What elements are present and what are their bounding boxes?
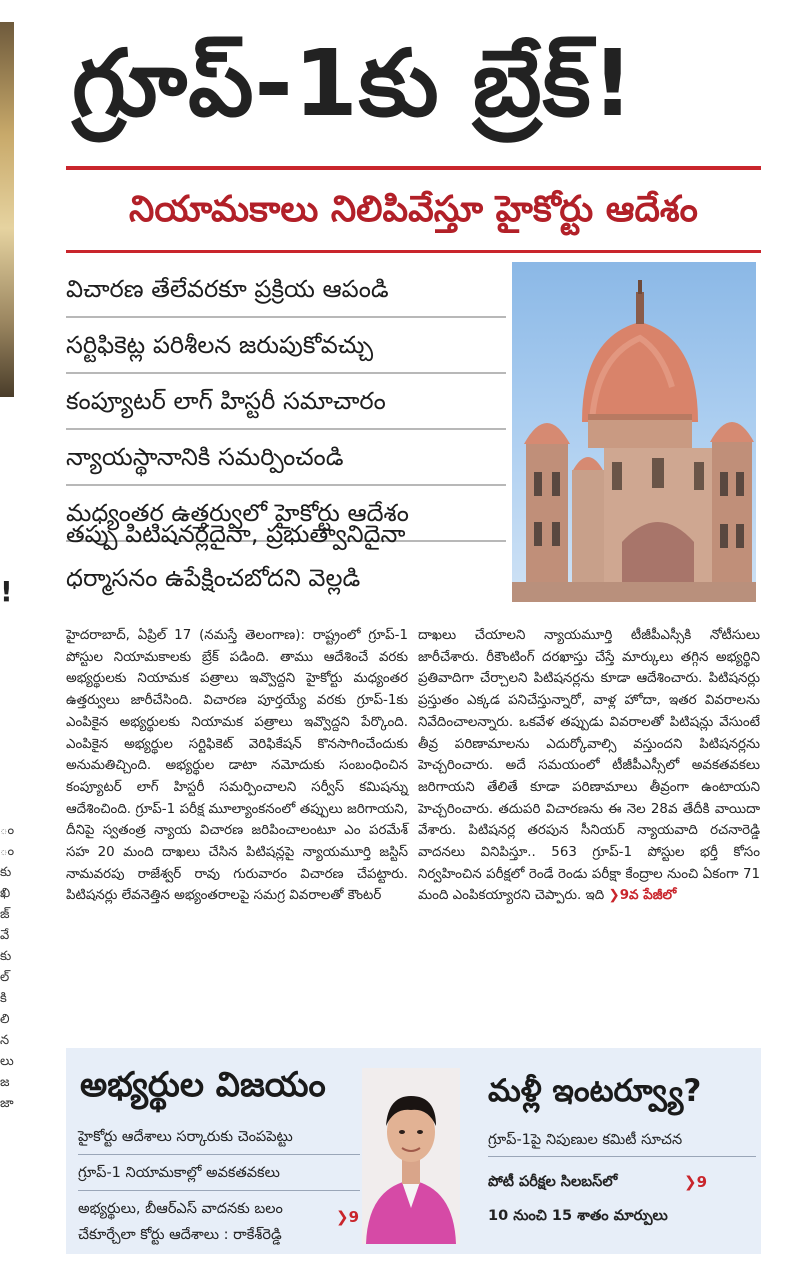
- adjacent-text-fragment: వే: [0, 928, 10, 943]
- adjacent-text-fragment: లి: [0, 1012, 10, 1027]
- subheadline-rule-bottom: [66, 250, 761, 253]
- adjacent-text-fragments: [0, 820, 14, 1114]
- related-story-line: చేకూర్చేలా కోర్టు ఆదేశాలు : రాకేశ్‌రెడ్డి: [78, 1227, 282, 1243]
- article-column-1: హైదరాబాద్, ఏప్రిల్ 17 (నమస్తే తెలంగాణ): రాష్ట్రంలో గ్రూప్-1 పోస్టుల నియామకాలకు బ్రేక్ పడింది. తాము ఆదేశించే వరకు అభ్యర్థులకు నియామక పత్రాలు ఇవ్వొద్దని హైకోర్టు మధ్యంతర ఉత్తర్వులు జారీచేసింది. విచారణ పూర్తయ్యే వరకు గ్రూప్-1కు ఎంపికైన అభ్యర్థులకు నియామక పత్రాలు ఇవ్వొద్దని పేర్కొంది. ఎంపికైన అభ్యర్థుల సర్టిఫికెట్ వెరిఫికేషన్ కొనసాగించేందుకు అనుమతిచ్చింది. అభ్యర్థుల డాటా నమోదుకు సంబంధించిన కంప్యూటర్ లాగ్ హిస్టరీ సమర్పించాలని సర్వీస్ కమిషన్ను ఆదేశించింది. గ్రూప్-1 పరీక్ష మూల్యాంకనంలో తప్పులు జరిగాయని, దీనిపై స్వతంత్ర న్యాయ విచారణ జరిపించాలంటూ ఎం పరమేశ్ సహ 20 మంది దాఖలు చేసిన పిటిషన్లపై న్యాయమూర్తి జస్టిస్ నామవరపు రాజేశ్వర్ రావు గురువారం విచారణ చేపట్టారు. పిటిషనర్లు లేవనెత్తిన అభ్యంతరాలపై సమగ్ర వివరాలతో కౌంటర్: [66, 628, 408, 904]
- person-portrait: [362, 1068, 460, 1244]
- high-court-building-photo: [512, 262, 756, 602]
- subheadline-rule-top: [66, 166, 761, 170]
- adjacent-text-fragment: కి: [0, 991, 7, 1006]
- related-story-line: గ్రూప్-1 నియామకాల్లో అవకతవకలు: [78, 1156, 360, 1191]
- highlight-bullets-secondary: [66, 512, 506, 600]
- adjacent-article-strip: [0, 0, 16, 1273]
- adjacent-text-fragment: జ: [0, 1075, 10, 1090]
- article-column-2-text: దాఖలు చేయాలని న్యాయమూర్తి టీజీపీఎస్సీకి నోటీసులు జారీచేశారు. రీకౌంటింగ్ దరఖాస్తు చేస్తే మార్కులు తగ్గిన అభ్యర్థిని ప్రతివాదిగా చేర్చాలని పిటిషనర్లను కూడా ఆదేశించారు. పిటిషనర్లు ప్రస్తుతం ఎక్కడ పనిచేస్తున్నారో, వాళ్ల హోదా, ఇతర వివరాలను నివేదించాలన్నారు. ఒకవేళ తప్పుడు వివరాలతో పిటిషన్లు వేసుంటే తీవ్ర పరిణామాలను ఎదుర్కోవాల్సి వస్తుందని పిటిషనర్లను హెచ్చరించారు. అదే సమయంలో టీజీపీఎస్సీలో అవకతవకలు జరిగాయని తేలితే కూడా పరిణామాలు తీవ్రంగా ఉంటాయని హెచ్చరించారు. తదుపరి విచారణను ఈ నెల 28వ తేదీకి వాయిదా వేశారు. పిటిషనర్ల తరపున సీనియర్ న్యాయవాది రచనారెడ్డి వాదనలు వినిపిస్తూ.. 563 గ్రూప్-1 పోస్టుల భర్తీ కోసం నిర్వహించిన పరీక్షలో రెండే రెండు పరీక్షా కేంద్రాల నుంచి ఏకంగా 71 మంది ఎంపికయ్యారని చెప్పారు. ఇది: [418, 628, 760, 904]
- highlight-bullet: న్యాయస్థానానికి సమర్పించండి: [66, 430, 506, 486]
- adjacent-text-fragment: జ్: [0, 907, 10, 922]
- adjacent-text-fragment: న: [0, 1033, 10, 1048]
- adjacent-text-fragment: లు: [0, 1054, 14, 1069]
- highlight-bullet: కంప్యూటర్ లాగ్ హిస్టరీ సమాచారం: [66, 374, 506, 430]
- continue-page-ref: ❯9వ పేజీలో: [608, 888, 677, 904]
- highlight-bullet: మధ్యంతర ఉత్తర్వులో హైకోర్టు ఆదేశం: [66, 486, 506, 542]
- related-story-line: హైకోర్టు ఆదేశాలు సర్కారుకు చెంపపెట్టు: [78, 1120, 360, 1155]
- related-story-title-right: మళ్లీ ఇంటర్వ్యూ?: [488, 1073, 702, 1109]
- adjacent-text-fragment: కు: [0, 949, 12, 964]
- related-story-right-page-ref: ❯9: [684, 1173, 708, 1191]
- related-story-line: అభ్యర్థులు, బీఆర్ఎస్ వాదనకు బలం: [78, 1201, 283, 1217]
- adjacent-text-fragment: ల్: [0, 970, 10, 985]
- related-story-title-left: అభ్యర్థుల విజయం: [80, 1065, 326, 1105]
- subheadline: నియామకాలు నిలిపివేస్తూ హైకోర్టు ఆదేశం: [129, 189, 698, 230]
- highlight-bullets: [66, 262, 506, 542]
- related-story-line: గ్రూప్-1పై నిపుణుల కమిటీ సూచన: [488, 1124, 756, 1157]
- article-column-2: [418, 625, 760, 907]
- adjacent-text-fragment: ం: [0, 844, 14, 859]
- highlight-bullet: సర్టిఫికెట్ల పరిశీలన జరుపుకోవచ్చు: [66, 318, 506, 374]
- adjacent-text-fragment: జా: [0, 1096, 14, 1111]
- headline: గ్రూప్-1కు బ్రేక్!: [72, 30, 635, 137]
- adjacent-text-fragment: కు: [0, 865, 12, 880]
- adjacent-text-fragment: ం: [0, 823, 14, 838]
- related-story-left-page-ref: ❯9: [336, 1208, 360, 1226]
- highlight-bullet: విచారణ తేలేవరకూ ప్రక్రియ ఆపండి: [66, 262, 506, 318]
- high-court-illustration: [512, 262, 756, 602]
- adjacent-exclamation: !: [0, 575, 13, 608]
- rakesh-reddy-photo: [362, 1068, 460, 1244]
- highlight-bullet: ధర్మాసనం ఉపేక్షించబోదని వెల్లడి: [66, 564, 361, 592]
- highlight-bullet: తప్పు పిటిషనర్లదైనా, ప్రభుత్వానిదైనా: [66, 520, 406, 548]
- adjacent-text-fragment: ఖి: [0, 886, 11, 901]
- adjacent-photo: [0, 22, 14, 397]
- related-story-line: పోటీ పరీక్షల సిలబస్‌లో: [488, 1174, 618, 1190]
- related-story-line: 10 నుంచి 15 శాతం మార్పులు: [488, 1208, 668, 1224]
